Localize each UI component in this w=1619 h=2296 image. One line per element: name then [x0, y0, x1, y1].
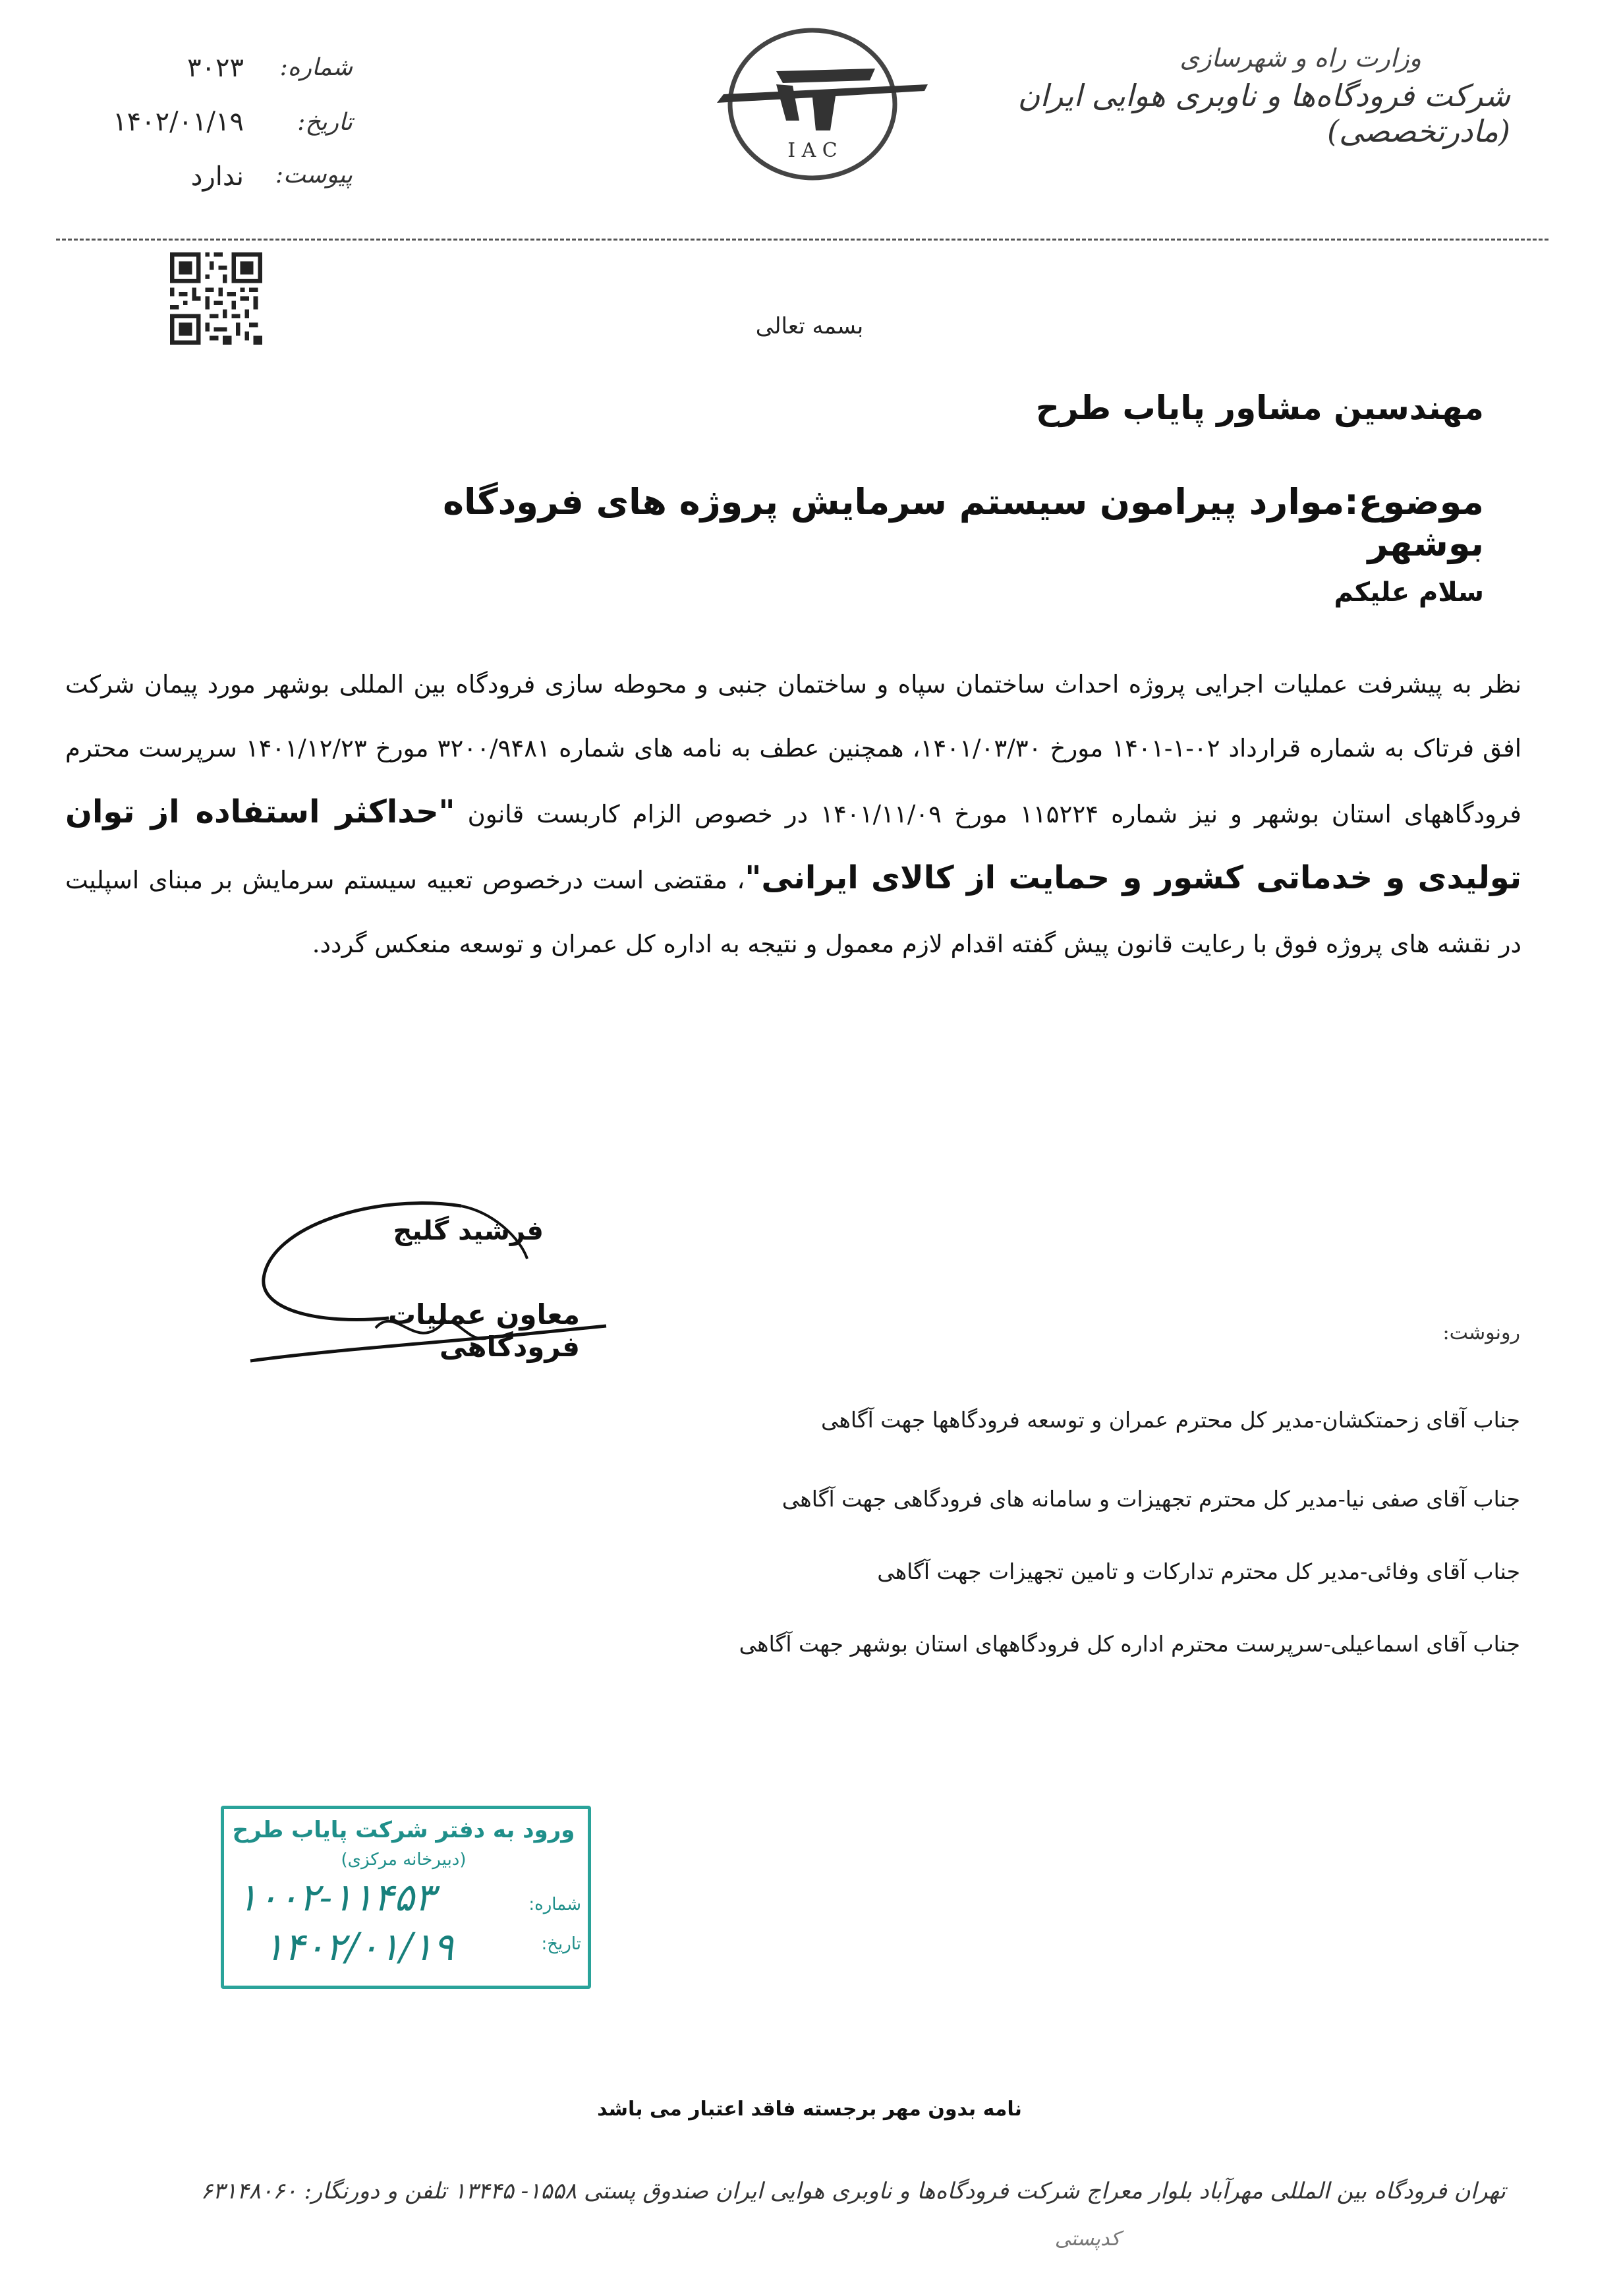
meta-attachment-label: پیوست: [275, 161, 353, 188]
footer-postal-code: کدپستی [1054, 2227, 1120, 2251]
footer-address: تهران فرودگاه بین المللی مهرآباد بلوار معراج شرکت فرودگاه‌ها و ناوبری هوایی ایران صندوق پستی ۱۵۵۸- ۱۳۴۴۵ تلفن و دورنگار: ۶۳۱۴۸۰۶۰ [200, 2178, 1506, 2204]
received-stamp [221, 1806, 591, 1989]
letter-body [65, 652, 1521, 976]
logo-letters: I A C [787, 139, 838, 162]
stamp-date-label: تاریخ: [541, 1934, 581, 1954]
iac-logo-icon [677, 25, 941, 183]
cc-item: جناب آقای زحمتکشان-مدیر کل محترم عمران و توسعه فرودگاهها جهت آگاهی [820, 1407, 1520, 1433]
addressee: مهندسین مشاور پایاب طرح [1035, 389, 1484, 427]
ministry-name: وزارت راه و شهرسازی [1179, 43, 1421, 72]
cc-item: جناب آقای اسماعیلی-سرپرست محترم اداره کل فرودگاههای استان بوشهر جهت آگاهی [739, 1631, 1520, 1657]
body-text-part2: ، مقتضی است درخصوص تعبیه سیستم سرمایش بر مبنای اسپلیت در نقشه های پروژه فوق با رعایت قانون پیش گفته اقدام لازم معمول و نتیجه به اداره کل عمران و توسعه منعکس گردد. [65, 866, 1521, 958]
stamp-title: ورود به دفتر شرکت پایاب طرح [232, 1817, 575, 1843]
stamp-date-value: ۱۴۰۲/۰۱/۱۹ [264, 1924, 454, 1969]
company-name: شرکت فرودگاه‌ها و ناوبری هوایی ایران (مادرتخصصی) [1017, 78, 1510, 149]
body-text-part1: نظر به پیشرفت عملیات اجرایی پروژه احداث ساختمان سپاه و ساختمان جنبی و محوطه سازی فرودگاه بین المللی بوشهر مورد پیمان شرکت افق فرتاک به شماره قرارداد ۰۲-۱-۱۴۰۱ مورخ ۱۴۰۱/۰۳/۳۰، همچنین عطف به نامه های شماره ۳۲۰۰/۹۴۸۱ مورخ ۱۴۰۱/۱۲/۲۳ سرپرست محترم فرودگاههای استان بوشهر و نیز شماره ۱۱۵۲۲۴ مورخ ۱۴۰۱/۱۱/۰۹ در خصوص الزام کاربست قانون [65, 670, 1521, 828]
meta-number-value: ۳۰۲۳ [187, 53, 244, 83]
meta-number-label: شماره: [279, 54, 353, 81]
body-law-title: "حداکثر استفاده از توان تولیدی و خدماتی کشور و حمایت از کالای ایرانی" [65, 793, 1521, 896]
header-divider [56, 239, 1548, 241]
cc-label: رونوشت: [1442, 1321, 1520, 1344]
greeting: سلام علیکم [1334, 577, 1484, 608]
signatory-title: معاون عملیات فرودگاهی [387, 1298, 580, 1363]
meta-attachment-value: ندارد [190, 161, 244, 192]
subject-line: موضوع:موارد پیرامون سیستم سرمایش پروژه های فرودگاه بوشهر [443, 481, 1484, 564]
stamp-number-label: شماره: [528, 1895, 581, 1914]
cc-item: جناب آقای وفائی-مدیر کل محترم تدارکات و تامین تجهیزات جهت آگاهی [877, 1559, 1520, 1584]
meta-date-label: تاریخ: [297, 109, 353, 136]
stamp-number-value: ۱۰۰۲-۱۱۴۵۳ [237, 1875, 435, 1920]
meta-date-value: ۱۴۰۲/۰۱/۱۹ [113, 107, 244, 137]
cc-item: جناب آقای صفی نیا-مدیر کل محترم تجهیزات و سامانه های فرودگاهی جهت آگاهی [781, 1486, 1520, 1512]
stamp-subtitle: (دبیرخانه مرکزی) [341, 1850, 467, 1870]
footer-note: نامه بدون مهر برجسته فاقد اعتبار می باشد [597, 2098, 1022, 2121]
bismillah-heading: بسمه تعالی [755, 313, 864, 339]
signatory-name: فرشید گلیج [393, 1216, 544, 1246]
